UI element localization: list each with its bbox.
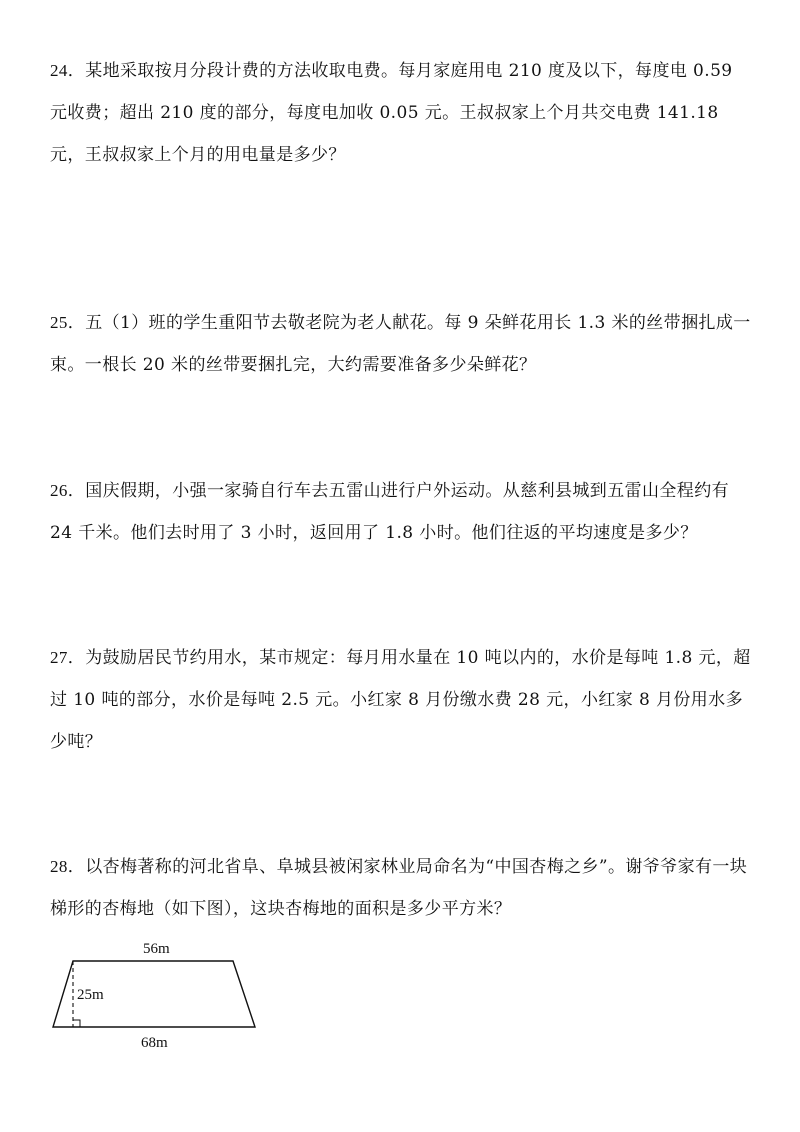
problem-text: 为鼓励居民节约用水，某市规定：每月用水量在 10 吨以内的，水价是每吨 1.8 元，超过 10 吨的部分，水价是每吨 2.5 元。小红家 8 月份缴水费 28 元，小红家 8 月份用水多少吨？ [50,648,751,752]
right-angle-marker [73,1020,80,1027]
problem-number: 27． [50,648,86,667]
problem-text: 国庆假期，小强一家骑自行车去五雷山进行户外运动。从慈利县城到五雷山全程约有 24 千米。他们去时用了 3 小时，返回用了 1.8 小时。他们往返的平均速度是多少？ [50,481,730,543]
problem-26 [50,470,755,554]
top-base-label: 56m [143,941,170,957]
problem-number: 28． [50,857,86,876]
trapezoid-diagram [45,935,275,1055]
problem-27 [50,637,755,763]
problem-number: 24． [50,61,86,80]
problem-number: 25． [50,313,86,332]
problem-text: 某地采取按月分段计费的方法收取电费。每月家庭用电 210 度及以下，每度电 0.59 元收费；超出 210 度的部分，每度电加收 0.05 元。王叔叔家上个月共交电费 141.18 元，王叔叔家上个月的用电量是多少？ [50,61,733,165]
problem-number: 26． [50,481,86,500]
height-label: 25m [77,987,104,1003]
trapezoid-figure [45,935,275,1055]
problem-text: 以杏梅著称的河北省阜、阜城县被闲家林业局命名为“中国杏梅之乡”。谢爷爷家有一块梯形的杏梅地（如下图），这块杏梅地的面积是多少平方米？ [50,857,748,919]
problem-25 [50,302,755,386]
problem-24 [50,50,755,176]
bottom-base-label: 68m [141,1035,168,1051]
problem-text: 五（1）班的学生重阳节去敬老院为老人献花。每 9 朵鲜花用长 1.3 米的丝带捆扎成一束。一根长 20 米的丝带要捆扎完，大约需要准备多少朵鲜花？ [50,313,751,375]
problem-28 [50,846,755,930]
